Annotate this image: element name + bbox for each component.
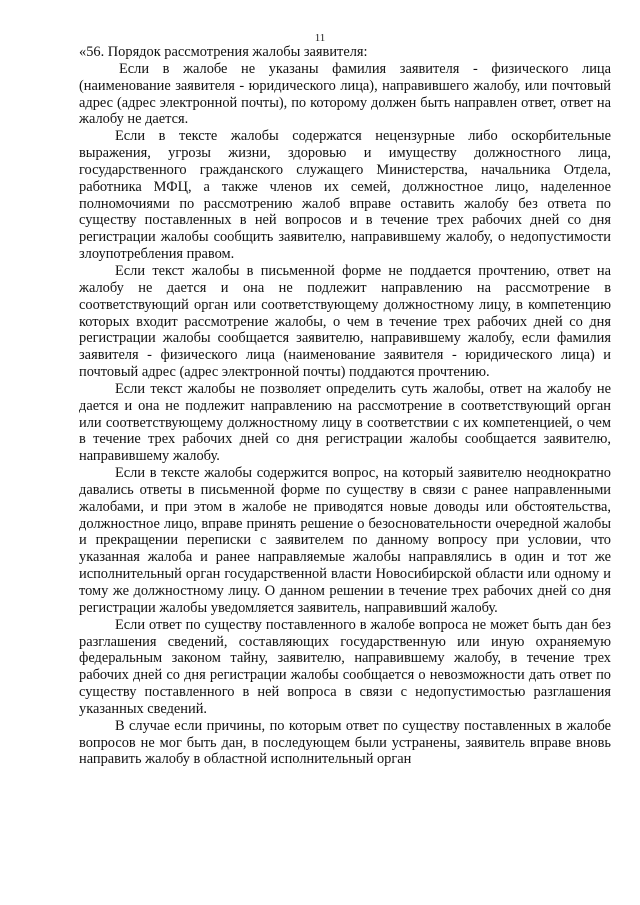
paragraph-no-applicant-name: Если в жалобе не указаны фамилия заявителя - физического лица (наименование заявителя - юридического лица), направившего жалобу, или почтовый адрес (адрес электронной почты), по которому должен быть направлен ответ, ответ на жалобу не дается. <box>79 60 611 128</box>
paragraph-reasons-eliminated: В случае если причины, по которым ответ по существу поставленных в жалобе вопросов не мог быть дан, в последующем были устранены, заявитель вправе вновь направить жалобу в областной исполнительный орган <box>79 717 611 768</box>
paragraph-illegible-text: Если текст жалобы в письменной форме не поддается прочтению, ответ на жалобу не дается и она не подлежит направлению на рассмотрение в соответствующий орган или соответствующему должностному лицу, в компетенцию которых входит рассмотрение жалобы, о чем в течение трех рабочих дней со дня регистрации жалобы сообщается заявителю, направившему жалобу, если фамилия заявителя - физического лица (наименование заявителя - юридического лица) и почтовый адрес (адрес электронной почты) поддаются прочтению. <box>79 262 611 381</box>
section-heading: «56. Порядок рассмотрения жалобы заявителя: <box>79 44 368 60</box>
document-body <box>79 44 611 768</box>
paragraph-repeated-question: Если в тексте жалобы содержится вопрос, на который заявителю неоднократно давались ответы в письменной форме по существу в связи с ранее направленными жалобами, и при этом в жалобе не приводятся новые доводы или обстоятельства, должностное лицо, вправе принять решение о безосновательности очередной жалобы и прекращении переписки с заявителем по данному вопросу при условии, что указанная жалоба и ранее направляемые жалобы направлялись в один и тот же исполнительный орган государственной власти Новосибирской области или одному и тому же должностному лицу. О данном решении в течение трех рабочих дней со дня регистрации жалобы уведомляется заявитель, направивший жалобу. <box>79 465 611 616</box>
paragraph-state-secret: Если ответ по существу поставленного в жалобе вопроса не может быть дан без разглашения сведений, составляющих государственную или иную охраняемую федеральным законом тайну, заявителю, направившему жалобу, в течение трех рабочих дней со дня регистрации жалобы сообщается о невозможности дать ответ по существу поставленного в ней вопроса в связи с недопустимостью разглашения указанных сведений. <box>79 616 611 717</box>
paragraph-offensive-language: Если в тексте жалобы содержатся нецензурные либо оскорбительные выражения, угрозы жизни, здоровью и имуществу должностного лица, государственного гражданского служащего Министерства, начальника Отдела, работника МФЦ, а также членов их семей, должностное лицо, наделенное полномочиями по рассмотрению жалоб вправе оставить жалобу без ответа по существу поставленных в ней вопросов и в течение трех рабочих дней со дня регистрации жалобы сообщить заявителю, направившему жалобу, о недопустимости злоупотребления правом. <box>79 128 611 263</box>
paragraph-undefined-essence: Если текст жалобы не позволяет определить суть жалобы, ответ на жалобу не дается и она не подлежит направлению на рассмотрение в соответствующий орган или соответствующему должностному лицу в соответствии с их компетенцией, о чем в течение трех рабочих дней со дня регистрации жалобы сообщается заявителю, направившему жалобу. <box>79 380 611 465</box>
page-number: 11 <box>314 32 326 44</box>
